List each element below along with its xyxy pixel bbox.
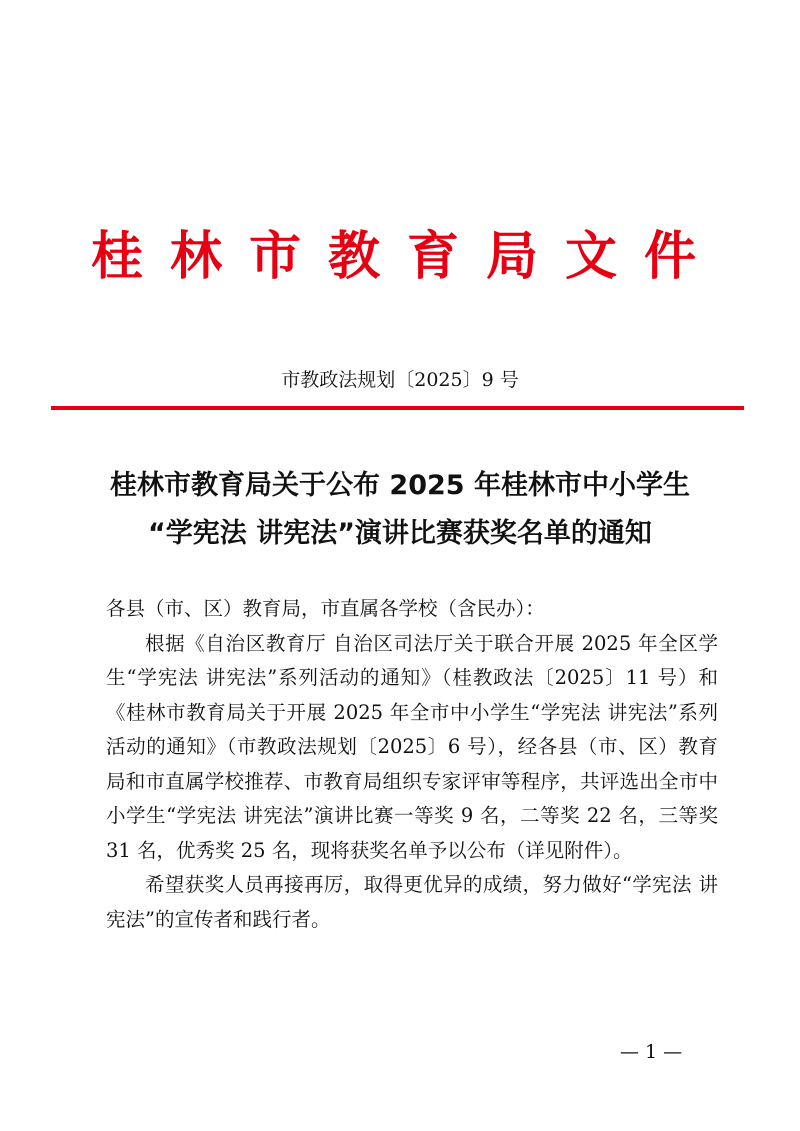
notice-title [60, 462, 740, 558]
notice-title-line-1: 桂林市教育局关于公布 2025 年桂林市中小学生 [110, 470, 690, 501]
document-number: 市教政法规划〔2025〕9 号 [281, 369, 519, 391]
body-paragraph-1: 根据《自治区教育厅 自治区司法厅关于联合开展 2025 年全区学生“学宪法 讲宪法”系列活动的通知》（桂教政法〔2025〕11 号）和《桂林市教育局关于开展 2025 年全市中小学生“学宪法 讲宪法”系列活动的通知》（市教政法规划〔2025〕6 号），经各县（市、区）教育局和市直属学校推荐、市教育局组织专家评审等程序，共评选出全市中小学生“学宪法 讲宪法”演讲比赛一等奖 9 名，二等奖 22 名，三等奖 31 名，优秀奖 25 名，现将获奖名单予以公布（详见附件）。 [106, 631, 718, 862]
document-header-title: 桂林市教育局文件 [90, 227, 723, 287]
salutation: 各县（市、区）教育局，市直属各学校（含民办）： [106, 597, 545, 620]
red-divider-line [51, 406, 744, 410]
notice-title-line-2: “学宪法 讲宪法”演讲比赛获奖名单的通知 [148, 518, 652, 549]
notice-body [106, 592, 718, 937]
body-paragraph-2: 希望获奖人员再接再厉，取得更优异的成绩，努力做好“学宪法 讲宪法”的宣传者和践行者。 [106, 873, 718, 931]
page-number: — 1 — [620, 1041, 683, 1063]
